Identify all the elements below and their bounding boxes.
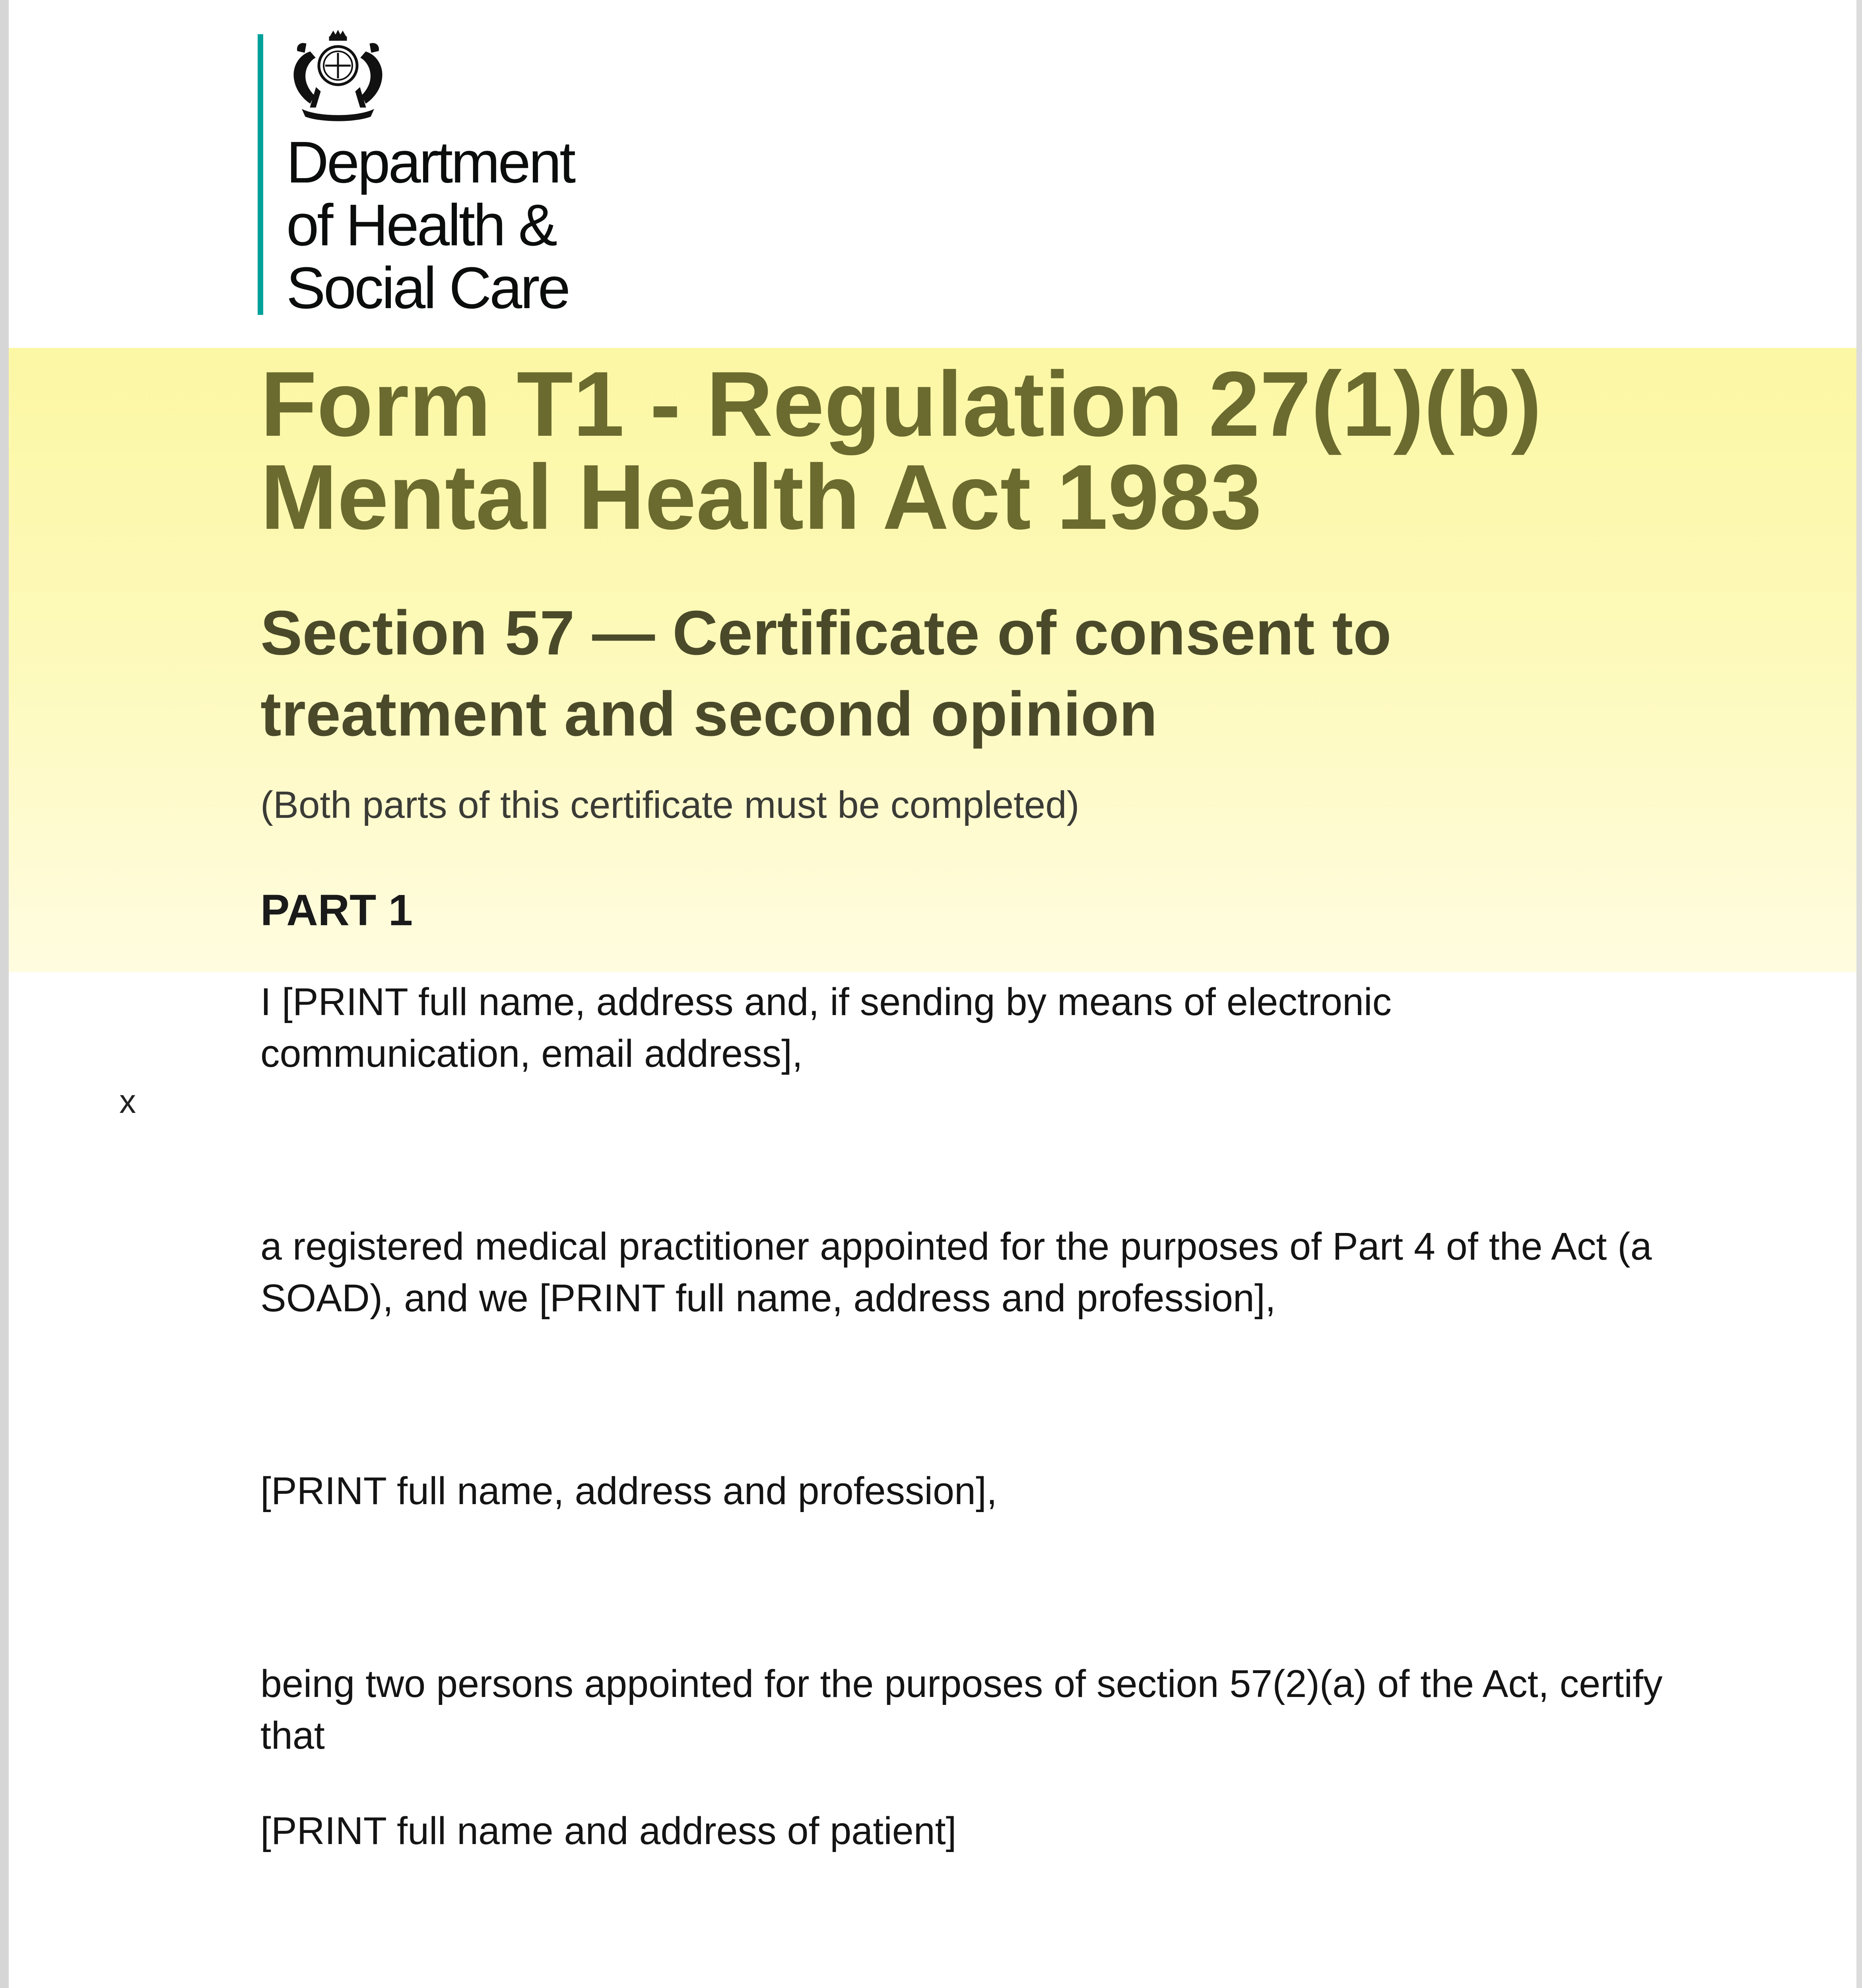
soad-line-2: SOAD), and we [PRINT full name, address and profession], [260, 1276, 1276, 1320]
completion-note: (Both parts of this certificate must be completed) [260, 784, 1080, 826]
second-person-paragraph [260, 1465, 1692, 1517]
section-heading-line-1: Section 57 — Certificate of consent to [260, 598, 1392, 668]
margin-x-mark: x [119, 1083, 136, 1120]
section-heading [260, 592, 1732, 755]
patient-line: [PRINT full name and address of patient] [260, 1809, 957, 1852]
certify-paragraph [260, 1658, 1692, 1761]
soad-line-1: a registered medical practitioner appointed for the purposes of Part 4 of the Act (a [260, 1225, 1652, 1268]
logo-accent-rule [258, 34, 263, 315]
practitioner-paragraph [260, 976, 1692, 1079]
second-person-line: [PRINT full name, address and profession], [260, 1469, 997, 1512]
certify-line-1: being two persons appointed for the purposes of section 57(2)(a) of the Act, certify [260, 1662, 1663, 1705]
certify-line-2: that [260, 1714, 325, 1757]
department-logo-text [286, 131, 574, 320]
soad-paragraph [260, 1221, 1692, 1324]
form-title-line-2: Mental Health Act 1983 [260, 446, 1262, 549]
logo-line-1: Department [286, 130, 574, 195]
part-heading: PART 1 [260, 886, 413, 935]
section-heading-line-2: treatment and second opinion [260, 679, 1158, 749]
logo-line-3: Social Care [286, 255, 569, 321]
page-right-edge [1856, 0, 1862, 1988]
page-left-edge [0, 0, 9, 1988]
form-title-line-1: Form T1 - Regulation 27(1)(b) [260, 353, 1542, 456]
patient-paragraph [260, 1805, 1692, 1857]
practitioner-line-2: communication, email address], [260, 1032, 803, 1075]
royal-crest-icon [278, 28, 398, 127]
logo-line-2: of Health & [286, 192, 556, 258]
form-title [260, 353, 1732, 549]
practitioner-line-1: I [PRINT full name, address and, if sending by means of electronic [260, 980, 1392, 1023]
